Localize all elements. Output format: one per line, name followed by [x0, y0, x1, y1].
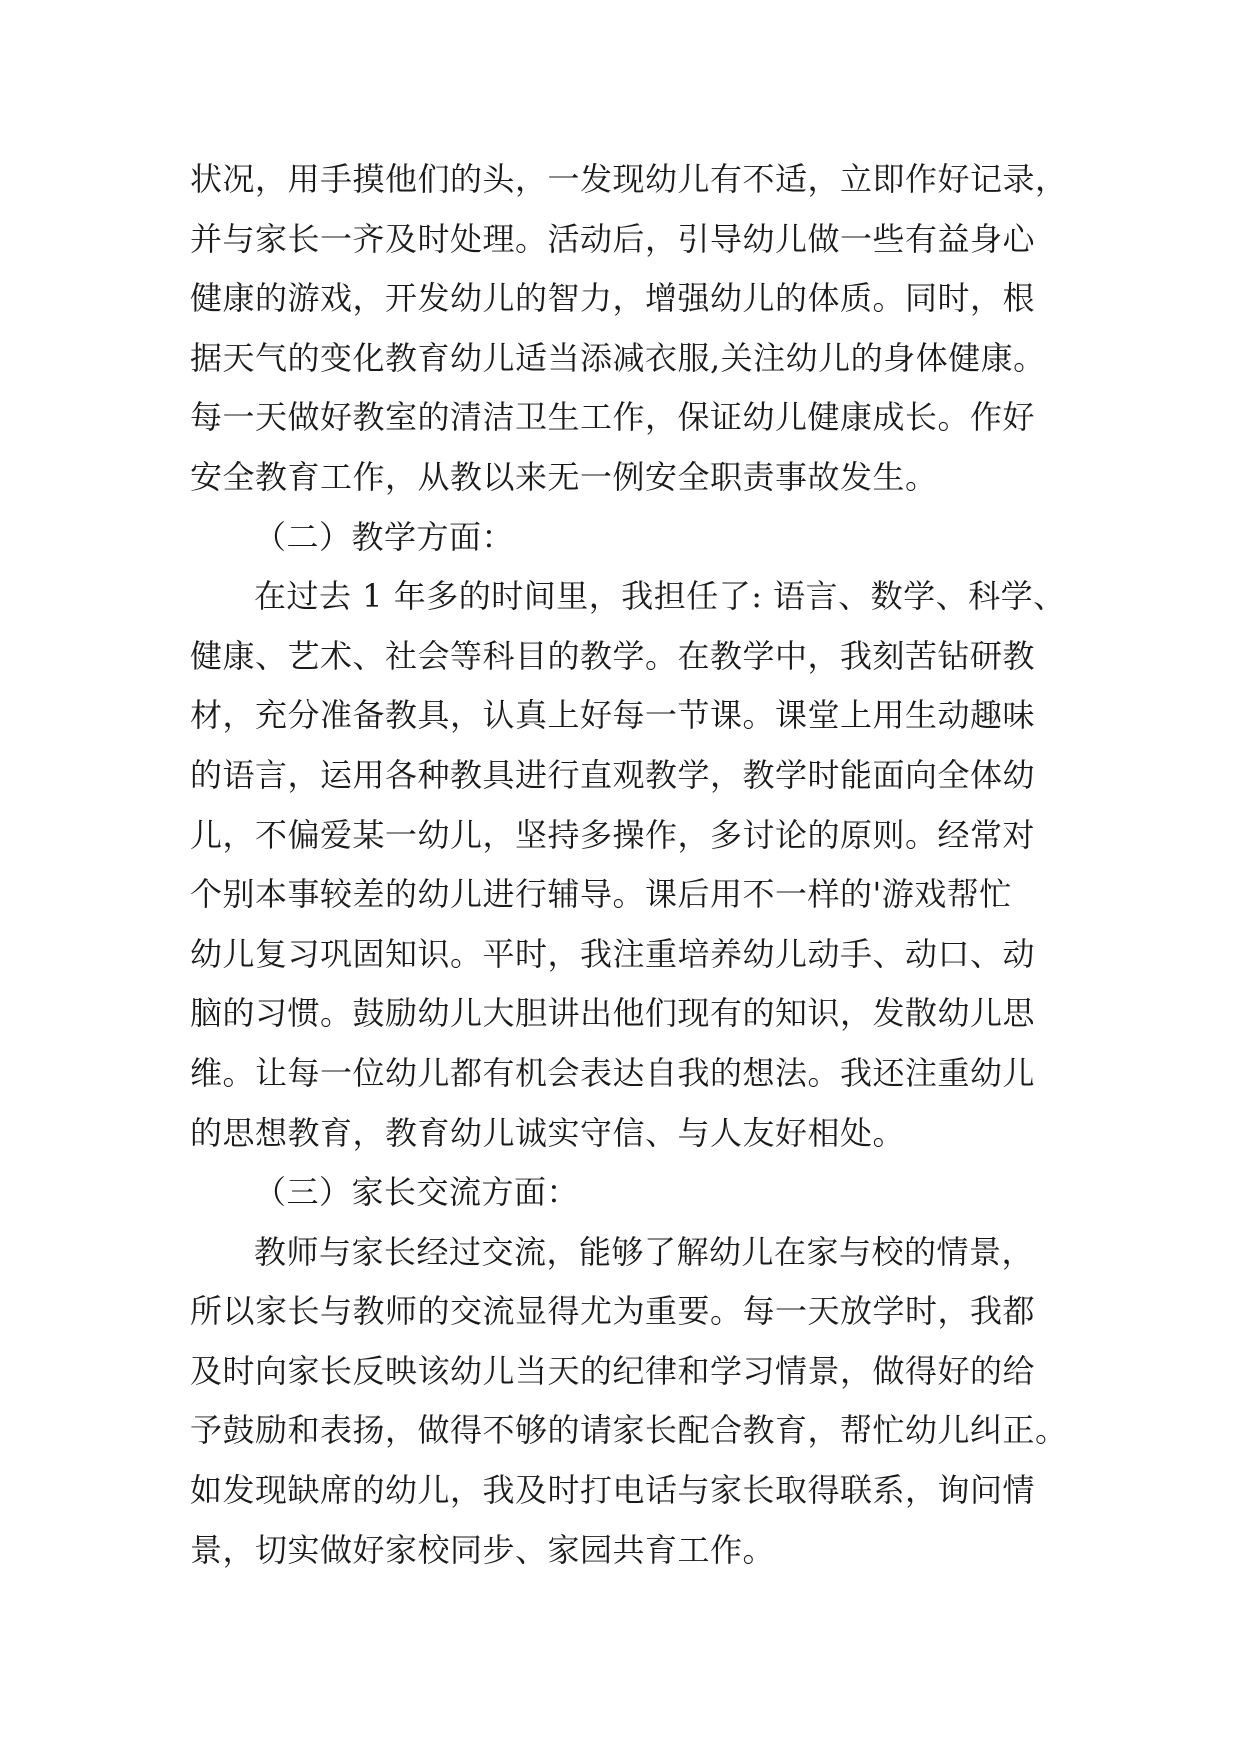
- text-line: 健康的游戏，开发幼儿的智力，增强幼儿的体质。同时，根: [190, 279, 1036, 318]
- text-line: 安全教育工作，从教以来无一例安全职责事故发生。: [190, 457, 938, 496]
- text-line: 及时向家长反映该幼儿当天的纪律和学习情景，做得好的给: [190, 1351, 1036, 1390]
- section-heading-parents: （三）家长交流方面：: [254, 1173, 580, 1212]
- paragraph-first-line: 在过去 1 年多的时间里，我担任了: 语言、数学、科学、: [254, 577, 1066, 616]
- text-line: 维。让每一位幼儿都有机会表达自我的想法。我还注重幼儿: [190, 1053, 1036, 1092]
- text-line: 幼儿复习巩固知识。平时，我注重培养幼儿动手、动口、动: [190, 934, 1036, 973]
- text-line: 并与家长一齐及时处理。活动后，引导幼儿做一些有益身心: [190, 219, 1036, 258]
- text-line: 如发现缺席的幼儿，我及时打电话与家长取得联系，询问情: [190, 1471, 1036, 1510]
- text-line: 的思想教育，教育幼儿诚实守信、与人友好相处。: [190, 1113, 906, 1152]
- text-line: 据天气的变化教育幼儿适当添减衣服,关注幼儿的身体健康。: [190, 338, 1046, 377]
- text-line: 儿，不偏爱某一幼儿，坚持多操作，多讨论的原则。经常对: [190, 815, 1036, 854]
- text-line: 每一天做好教室的清洁卫生工作，保证幼儿健康成长。作好: [190, 398, 1036, 437]
- section-heading-teaching: （二）教学方面：: [254, 517, 515, 556]
- document-body: [190, 150, 1068, 1580]
- text-line: 状况，用手摸他们的头，一发现幼儿有不适，立即作好记录，: [190, 160, 1068, 198]
- text-line: 的语言，运用各种教具进行直观教学，教学时能面向全体幼: [190, 755, 1036, 794]
- text-line: 景，切实做好家校同步、家园共育工作。: [190, 1530, 776, 1569]
- text-line: 脑的习惯。鼓励幼儿大胆讲出他们现有的知识，发散幼儿思: [190, 994, 1036, 1033]
- text-line: 个别本事较差的幼儿进行辅导。课后用不一样的'游戏帮忙: [190, 875, 1012, 914]
- text-line: 所以家长与教师的交流显得尤为重要。每一天放学时，我都: [190, 1292, 1036, 1331]
- paragraph-first-line: 教师与家长经过交流，能够了解幼儿在家与校的情景，: [254, 1232, 1035, 1271]
- text-line: 予鼓励和表扬，做得不够的请家长配合教育，帮忙幼儿纠正。: [190, 1411, 1068, 1450]
- text-line: 健康、艺术、社会等科目的教学。在教学中，我刻苦钻研教: [190, 636, 1036, 675]
- text-line: 材，充分准备教具，认真上好每一节课。课堂上用生动趣味: [190, 696, 1036, 735]
